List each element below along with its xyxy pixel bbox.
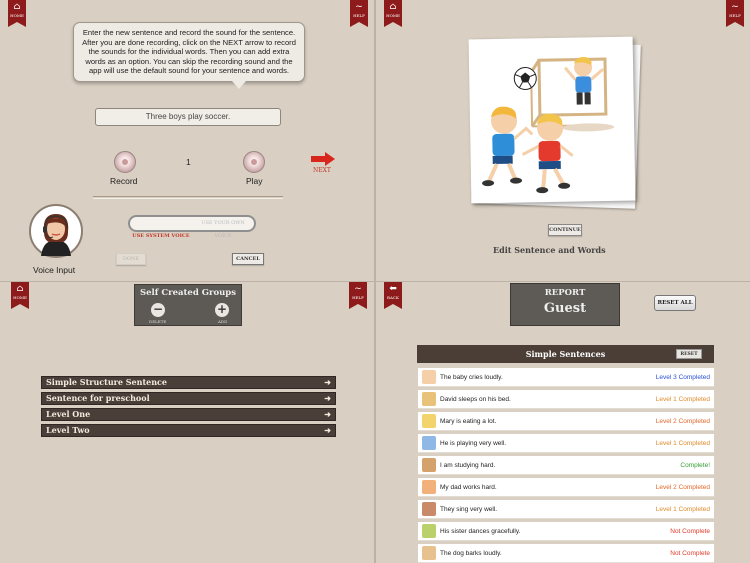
- group-label: Level Two: [46, 425, 90, 435]
- report-header: [510, 283, 620, 326]
- woman-headset-icon: [31, 206, 81, 256]
- record-label: Record: [110, 176, 138, 186]
- home-button[interactable]: [11, 282, 29, 304]
- report-status: Level 2 Completed: [655, 418, 710, 425]
- home-label: HOME: [386, 13, 400, 18]
- home-button[interactable]: [8, 0, 26, 22]
- done-button[interactable]: DONE: [116, 253, 146, 265]
- continue-button[interactable]: CONTINUE: [548, 224, 582, 236]
- back-button[interactable]: [384, 282, 402, 304]
- play-label: Play: [246, 176, 263, 186]
- report-row[interactable]: [418, 412, 714, 431]
- help-label: HELP: [729, 13, 741, 18]
- report-row[interactable]: [418, 368, 714, 387]
- boys-soccer-illustration: [469, 37, 636, 204]
- pulse-icon: ~: [354, 284, 362, 294]
- home-icon: ⌂: [13, 2, 21, 12]
- report-status: Level 1 Completed: [655, 396, 710, 403]
- groups-title: Self Created Groups: [139, 288, 237, 298]
- sentence-thumbnail-icon: [422, 436, 436, 450]
- group-label: Simple Structure Sentence: [46, 377, 168, 387]
- report-title: REPORT: [544, 288, 586, 298]
- report-row[interactable]: [418, 500, 714, 519]
- list-header: [417, 345, 714, 363]
- report-status: Level 3 Completed: [655, 374, 710, 381]
- home-icon: ⌂: [16, 284, 24, 294]
- instructions-bubble: Enter the new sentence and record the sound for the sentence. After you are done recording, click on the NEXT arrow to record the sounds for the individual words. Then you can add extra words as an option. You can skip the recording sound and the app will use the default sound for your sentence and words.: [73, 22, 305, 82]
- report-user: Guest: [543, 301, 587, 316]
- help-button[interactable]: [349, 282, 367, 304]
- sentence-input[interactable]: Three boys play soccer.: [95, 108, 281, 126]
- report-row[interactable]: [418, 456, 714, 475]
- group-label: Sentence for preschool: [46, 393, 150, 403]
- report-sentence: I am studying hard.: [440, 462, 496, 469]
- arrow-right-icon: ➜: [324, 425, 331, 435]
- report-panel: [376, 282, 750, 563]
- report-status: Not Complete: [670, 550, 710, 557]
- voice-input-label: Voice Input: [33, 265, 76, 275]
- edit-caption: Edit Sentence and Words: [493, 245, 606, 255]
- back-label: BACK: [387, 295, 399, 300]
- report-sentence: The baby cries loudly.: [440, 374, 503, 381]
- reset-all-button[interactable]: RESET ALL: [654, 295, 696, 311]
- recording-counter: 1: [186, 157, 191, 167]
- pulse-icon: ~: [731, 2, 739, 12]
- delete-label: DELETE: [149, 319, 167, 324]
- report-sentence: My dad works hard.: [440, 484, 497, 491]
- report-sentence: Mary is eating a lot.: [440, 418, 497, 425]
- delete-group-button[interactable]: −: [152, 302, 164, 316]
- arrow-right-icon: ➜: [324, 393, 331, 403]
- cancel-button[interactable]: CANCEL: [232, 253, 264, 265]
- back-arrow-icon: ⬅: [389, 284, 397, 294]
- add-group-button[interactable]: +: [216, 302, 228, 316]
- sentence-thumbnail-icon: [422, 524, 436, 538]
- report-status: Level 1 Completed: [655, 506, 710, 513]
- own-voice-option[interactable]: USE YOUR OWN VOICE: [201, 220, 245, 239]
- home-label: HOME: [13, 295, 27, 300]
- sentence-thumbnail-icon: [422, 480, 436, 494]
- pulse-icon: ~: [355, 2, 363, 12]
- report-status: Complete!: [680, 462, 710, 469]
- home-label: HOME: [10, 13, 24, 18]
- report-status: Not Complete: [670, 528, 710, 535]
- next-arrow-icon[interactable]: [311, 152, 337, 166]
- home-icon: ⌂: [389, 2, 397, 12]
- group-row[interactable]: [41, 408, 336, 421]
- self-created-groups-panel: [0, 282, 374, 563]
- record-button[interactable]: [114, 151, 136, 173]
- help-button[interactable]: [726, 0, 744, 22]
- sentence-thumbnail-icon: [422, 502, 436, 516]
- groups-header: [134, 284, 242, 326]
- group-row[interactable]: [41, 376, 336, 389]
- report-sentence: He is playing very well.: [440, 440, 507, 447]
- sentence-thumbnail-icon: [422, 370, 436, 384]
- report-row[interactable]: [418, 522, 714, 541]
- record-sentence-panel: [0, 0, 374, 281]
- report-sentence: His sister dances gracefully.: [440, 528, 521, 535]
- help-label: HELP: [353, 13, 365, 18]
- voice-toggle[interactable]: [128, 215, 256, 239]
- system-voice-option[interactable]: USE SYSTEM VOICE: [132, 233, 190, 239]
- report-row[interactable]: [418, 390, 714, 409]
- divider-highlight: [93, 198, 283, 199]
- voice-avatar: [29, 204, 83, 258]
- sentence-thumbnail-icon: [422, 392, 436, 406]
- report-row[interactable]: [418, 544, 714, 563]
- group-label: Level One: [46, 409, 91, 419]
- arrow-right-icon: ➜: [324, 377, 331, 387]
- sentence-thumbnail-icon: [422, 414, 436, 428]
- report-sentence: David sleeps on his bed.: [440, 396, 511, 403]
- report-sentence: They sing very well.: [440, 506, 498, 513]
- divider-line: [93, 196, 283, 197]
- list-title: Simple Sentences: [525, 349, 606, 359]
- home-button[interactable]: [384, 0, 402, 22]
- group-row[interactable]: [41, 424, 336, 437]
- report-status: Level 1 Completed: [655, 440, 710, 447]
- sentence-thumbnail-icon: [422, 546, 436, 560]
- group-row[interactable]: [41, 392, 336, 405]
- report-sentence: The dog barks loudly.: [440, 550, 502, 557]
- report-status: Level 2 Completed: [655, 484, 710, 491]
- add-label: ADD: [218, 319, 228, 324]
- next-label[interactable]: NEXT: [313, 167, 331, 174]
- reset-button[interactable]: RESET: [676, 349, 702, 359]
- sentence-picture: [469, 37, 636, 204]
- edit-sentence-panel: [376, 0, 750, 281]
- report-row[interactable]: [418, 478, 714, 497]
- arrow-right-icon: ➜: [324, 409, 331, 419]
- play-button[interactable]: [243, 151, 265, 173]
- report-row[interactable]: [418, 434, 714, 453]
- help-label: HELP: [352, 295, 364, 300]
- sentence-thumbnail-icon: [422, 458, 436, 472]
- help-button[interactable]: [350, 0, 368, 22]
